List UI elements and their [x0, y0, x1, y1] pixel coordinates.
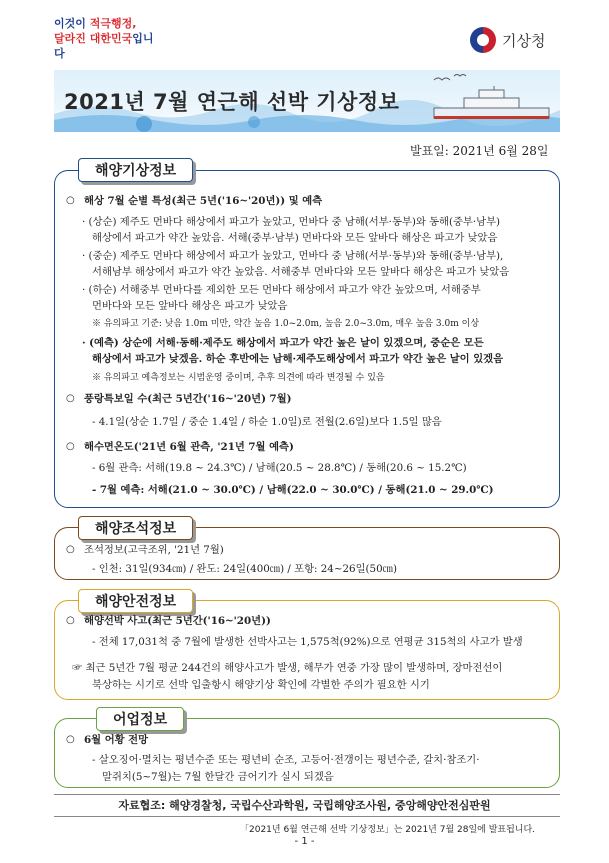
kma-logo-icon [470, 27, 496, 53]
bullet-icon: ○ [66, 544, 75, 555]
item3-line1: - 6월 관측: 서해(19.8 ~ 24.3℃) / 남해(20.5 ~ 28.8℃) / 동해(20.6 ~ 15.2℃) [92, 462, 467, 474]
ship-icon [434, 86, 549, 119]
item1-note1: ※ 유의파고 기준: 낮음 1.0m 미만, 약간 높음 1.0~2.0m, 높음 2.0~3.0m, 매우 높음 3.0m 이상 [92, 319, 480, 329]
next-release-note: 「2021년 6월 연근해 선박 기상정보」는 2021년 7월 28일에 발표됩니다. [240, 825, 536, 835]
page-number: - 1 - [294, 836, 315, 847]
bullet-icon: ○ [66, 615, 75, 626]
item2-line1: - 4.1일(상순 1.7일 / 중순 1.4일 / 하순 1.0일)로 전월(2.6일)보다 1.5일 많음 [92, 416, 442, 428]
section-marine-safety-tab: 해양안전정보 [78, 589, 193, 613]
bullet-icon: ○ [66, 441, 75, 452]
tide-heading: 조석정보(고극조위, '21년 7월) [84, 544, 224, 556]
divider [54, 816, 560, 817]
item1-line4: 서해남부 해상에서 파고가 약간 높았음. 서해중부 먼바다와 모든 앞바다 해상은 파고가 낮았음 [92, 266, 510, 278]
bullet-icon: ○ [66, 195, 75, 206]
item1-line2: 해상에서 파고가 약간 높았음. 서해(중부·남부) 먼바다와 모든 앞바다 해상은 파고가 낮았음 [92, 232, 498, 244]
item2-heading: 풍랑특보일 수(최근 5년간('16~'20년) 7월) [84, 393, 292, 405]
fishery-line2: 말쥐치(5~7월)는 7월 한달간 금어기가 실시 되겠음 [102, 771, 334, 783]
item1-line6: 먼바다와 모든 앞바다 해상은 파고가 낮았음 [92, 300, 288, 312]
data-sources: 자료협조: 해양경찰청, 국립수산과학원, 국립해양조사원, 중앙해양안전심판원 [118, 799, 491, 812]
divider [54, 794, 560, 795]
agency-name: 기상청 [502, 31, 546, 50]
safety-heading: 해양선박 사고(최근 5년간('16~'20년)) [84, 615, 271, 627]
bullet-icon: ○ [66, 393, 75, 404]
agency-logo [470, 26, 545, 54]
fishery-heading: 6월 어황 전망 [84, 734, 149, 746]
section-tide-info-tab: 해양조석정보 [78, 516, 193, 540]
item1-line7: · (예측) 상순에 서해·동해·제주도 해상에서 파고가 약간 높은 날이 있겠으며, 중순은 모든 [82, 337, 484, 349]
publication-date: 발표일: 2021년 6월 28일 [410, 144, 549, 158]
item1-line3: · (중순) 제주도 먼바다 해상에서 파고가 높았고, 먼바다 중 남해(서부·동부)와 동해(중부·남부), [82, 250, 504, 262]
section-marine-weather-tab: 해양기상정보 [78, 158, 193, 182]
item3-heading: 해수면온도('21년 6월 관측, '21년 7월 예측) [84, 441, 294, 453]
item1-line8: 해상에서 파고가 낮겠음. 하순 후반에는 남해·제주도해상에서 파고가 약간 높은 날이 있겠음 [92, 353, 504, 365]
page-title: 2021년 7월 연근해 선박 기상정보 [64, 90, 400, 114]
item1-note2: ※ 유의파고 예측정보는 시범운영 중이며, 추후 의견에 따라 변경될 수 있음 [92, 373, 385, 383]
slogan: 이것이 적극행정, 달라진 대한민국입니다 [54, 17, 154, 60]
item1-line5: · (하순) 서해중부 먼바다를 제외한 모든 먼바다 해상에서 파고가 약간 높았으며, 서해중부 [82, 284, 481, 296]
safety-line3: 북상하는 시기로 선박 입출항시 해양기상 확인에 각별한 주의가 필요한 시기 [92, 679, 430, 691]
section-fishery-info-tab: 어업정보 [96, 707, 184, 731]
tide-line1: - 인천: 31일(934㎝) / 완도: 24일(400㎝) / 포항: 24~26일(50㎝) [92, 563, 397, 575]
bullet-icon: ○ [66, 734, 75, 745]
item1-heading: 해상 7월 순별 특성(최근 5년('16~'20년)) 및 예측 [84, 195, 323, 207]
item1-line1: · (상순) 제주도 먼바다 해상에서 파고가 높았고, 먼바다 중 남해(서부·동부)와 동해(중부·남부) [82, 216, 501, 228]
safety-line1: - 전체 17,031척 중 7월에 발생한 선박사고는 1,575척(92%)으로 연평균 315척의 사고가 발생 [92, 636, 523, 648]
item3-line2: - 7월 예측: 서해(21.0 ~ 30.0℃) / 남해(22.0 ~ 30.0℃) / 동해(21.0 ~ 29.0℃) [92, 484, 494, 496]
safety-line2: ☞ 최근 5년간 7월 평균 244건의 해양사고가 발생, 해무가 연중 가장 많이 발생하며, 장마전선이 [72, 662, 503, 674]
fishery-line1: - 살오징어·멸치는 평년수준 또는 평년비 순조, 고등어·전갱이는 평년수준, 갈치·참조기· [92, 754, 480, 766]
